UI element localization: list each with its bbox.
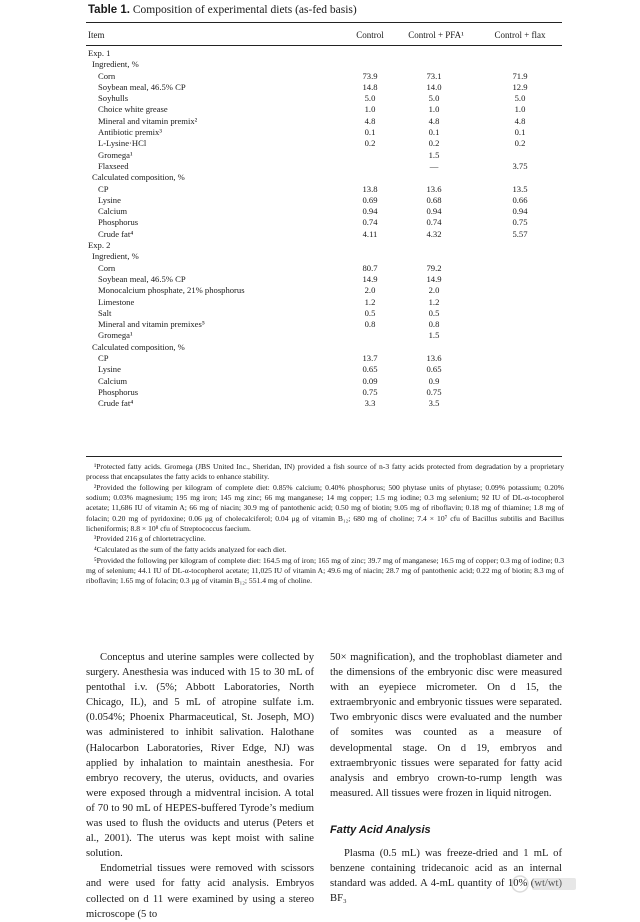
cell-value: 14.9: [426, 273, 442, 284]
table-row: [0, 319, 640, 330]
row-label: Calcium: [98, 375, 128, 386]
row-label: Lysine: [98, 194, 121, 205]
table-row: [0, 116, 640, 127]
cell-value: 14.9: [362, 273, 378, 284]
row-label: Ingredient, %: [92, 59, 139, 70]
table-row: [0, 240, 640, 251]
cell-value: 0.09: [362, 375, 378, 386]
cell-value: 0.8: [428, 319, 440, 330]
section-heading-fatty-acid: Fatty Acid Analysis: [330, 823, 431, 836]
table-row: [0, 308, 640, 319]
table-row: [0, 71, 640, 82]
row-label: L-Lysine·HCl: [98, 138, 147, 149]
table-bottom-rule: [86, 456, 562, 457]
row-label: Monocalcium phosphate, 21% phosphorus: [98, 285, 245, 296]
row-label: Ingredient, %: [92, 251, 139, 262]
watermark-logo: [510, 872, 580, 896]
paragraph-plasma: Plasma (0.5 mL) was freeze-dried and 1 mL of benzene containing tridecanoic acid as an internal standard was added. A 4-mL quantity of 10% (wt/wt) BF₃: [330, 848, 562, 905]
cell-value: 0.75: [362, 386, 378, 397]
table-row: [0, 398, 640, 409]
paragraph-endometrial: Endometrial tissues were removed with scissors and were used for fatty acid analysis. Embryos collected on d 11 were examined by using a stereo microscope (5 to: [86, 863, 314, 920]
row-label: Phosphorus: [98, 386, 139, 397]
row-label: Flaxseed: [98, 160, 129, 171]
cell-value: 4.11: [362, 228, 378, 239]
row-label: Mineral and vitamin premix²: [98, 115, 198, 126]
cell-value: 13.6: [426, 353, 442, 364]
cell-value: 13.5: [512, 183, 528, 194]
row-label: Calculated composition, %: [92, 341, 185, 352]
header-control-flax: Control + flax: [494, 30, 546, 40]
table-row: [0, 217, 640, 228]
cell-value: 2.0: [428, 285, 440, 296]
table-row: [0, 387, 640, 398]
cell-value: 5.57: [512, 228, 528, 239]
cell-value: 5.0: [364, 93, 376, 104]
row-label: CP: [98, 183, 109, 194]
table-row: [0, 364, 640, 375]
cell-value: 13.8: [362, 183, 378, 194]
row-label: CP: [98, 353, 109, 364]
cell-value: 13.7: [362, 353, 378, 364]
cell-value: 79.2: [426, 262, 442, 273]
table-row: [0, 263, 640, 274]
table-row: [0, 59, 640, 70]
cell-value: 12.9: [512, 81, 528, 92]
table-row: [0, 229, 640, 240]
row-label: Soybean meal, 46.5% CP: [98, 81, 186, 92]
header-control-pfa: Control + PFA¹: [408, 30, 464, 40]
cell-value: 2.0: [364, 285, 376, 296]
cell-value: 0.5: [428, 307, 440, 318]
table-row: [0, 330, 640, 341]
table-row: [0, 353, 640, 364]
row-label: Mineral and vitamin premixes⁵: [98, 319, 205, 330]
paragraph-embryo-measurement: 50× magnification), and the trophoblast diameter and the dimensions of the embryonic disc were measured with an eyepiece micrometer. On d 15, the extraembryonic and embryonic tissues were separated. Two embryonic discs were evaluated and the number of somites was counted as a measure of developmental stage. On d 19, embryos and extraembryonic tissues were separated for fatty acid analysis and embryo crown-to-rump length was measured. All tissues were frozen in liquid nitrogen.: [330, 652, 562, 799]
cell-value: 0.1: [514, 127, 526, 138]
cell-value: 0.94: [512, 206, 528, 217]
footnote-2: ²Provided the following per kilogram of complete diet: 0.85% calcium; 0.40% phosphorus; 500 phytase units of phytase; 0.09% potassium; 0.20% sodium; 0.03% magnesium; 195 mg iron; 145 mg zinc; 66 mg manganese; 14 mg copper; 1.5 mg iodine; 0.3 mg selenium; 92 IU of DL-α-tocopherol acetate; 11,686 IU of vitamin A; 66 mg of niacin; 30.9 mg of pantothenic acid; 0.50 mg of biotin; 9.05 mg of riboflavin; 0.18 mg of thiamine; 1.8 mg of folacin; 0.20 mg of pyridoxine; 0.06 μg of cholecalciferol; 0.04 μg of vitamin B₁₂; 680 mg of choline; 7.4 × 10⁷ cfu of Bacillus subtilis and Bacillus licheniformis; 8.8 × 10⁸ cfu of Streptococcus faecium.: [86, 482, 564, 533]
body-column-right: [330, 650, 562, 906]
cell-value: 0.94: [362, 206, 378, 217]
table-row: [0, 184, 640, 195]
row-label: Choice white grease: [98, 104, 168, 115]
cell-value: 0.2: [364, 138, 376, 149]
row-label: Corn: [98, 262, 116, 273]
table-row: [0, 342, 640, 353]
paragraph-conceptus: Conceptus and uterine samples were collected by surgery. Anesthesia was induced with 15 to 30 mL of pentothal i.v. (5%; Abbott Laboratories, North Chicago, IL), and 5 mL of atropine sulfate i.m. (0.054%; Phoenix Pharmaceutical, St. Joseph, MO) was administered to inhibit salivation. Halothane (Halocarbon Laboratories, River Edge, NJ) was applied by inhalation to maintain anesthesia. For embryo recovery, the uterus, oviducts, and ovaries were exposed through a midventral incision. A total of 70 to 90 mL of HEPES-buffered Tyrode’s medium was used to flush the oviducts and uterus (Peters et al., 2001). The uterus was kept moist with saline solution.: [86, 652, 314, 860]
table-header-row: [0, 30, 640, 44]
cell-value: 0.2: [428, 138, 440, 149]
table-row: [0, 150, 640, 161]
row-label: Salt: [98, 307, 112, 318]
cell-value: 0.9: [428, 375, 440, 386]
cell-value: 4.8: [428, 115, 440, 126]
row-label: Calculated composition, %: [92, 172, 185, 183]
row-label: Calcium: [98, 206, 128, 217]
table-body: [0, 48, 640, 410]
table-row: [0, 138, 640, 149]
cell-value: 14.0: [426, 81, 442, 92]
cell-value: 0.8: [364, 319, 376, 330]
table-row: [0, 285, 640, 296]
table-row: [0, 93, 640, 104]
table-header-rule: [86, 45, 562, 46]
row-label: Gromega¹: [98, 149, 133, 160]
cell-value: 0.65: [426, 364, 442, 375]
cell-value: 0.66: [512, 194, 528, 205]
cell-value: 0.94: [426, 206, 442, 217]
cell-value: 3.5: [428, 398, 440, 409]
cell-value: 0.68: [426, 194, 442, 205]
row-label: Antibiotic premix³: [98, 127, 162, 138]
cell-value: 0.5: [364, 307, 376, 318]
row-label: Phosphorus: [98, 217, 139, 228]
cell-value: —: [429, 160, 439, 171]
table-row: [0, 376, 640, 387]
footnote-4: ⁴Calculated as the sum of the fatty acids analyzed for each diet.: [94, 545, 287, 555]
footnote-3: ³Provided 216 g of chlortetracycline.: [94, 534, 206, 544]
table-label: Table 1.: [88, 4, 130, 16]
cell-value: 3.3: [364, 398, 376, 409]
cell-value: 1.2: [428, 296, 440, 307]
cell-value: 1.0: [428, 104, 440, 115]
cell-value: 80.7: [362, 262, 378, 273]
cell-value: 0.1: [428, 127, 440, 138]
cell-value: 1.5: [428, 330, 440, 341]
cell-value: 0.69: [362, 194, 378, 205]
table-row: [0, 274, 640, 285]
footnote-5: ⁵Provided the following per kilogram of complete diet: 164.5 mg of iron; 165 mg of zinc; 39.7 mg of manganese; 16.5 mg of copper; 0.3 mg of iodine; 0.3 mg of selenium; 44.1 IU of DL-α-tocopherol acetate; 11,025 IU of vitamin A; 49.6 mg of niacin; 28.7 mg of pantothenic acid; 0.22 mg of biotin; 8.3 mg of riboflavin; 1.65 mg of folacin; 0.3 μg of vitamin B₁₂; 551.4 mg of choline.: [86, 555, 564, 586]
row-label: Crude fat⁴: [98, 228, 134, 239]
cell-value: 0.75: [426, 386, 442, 397]
body-column-left: [86, 650, 314, 922]
table-top-rule: [86, 22, 562, 23]
cell-value: 4.32: [426, 228, 442, 239]
table-row: [0, 48, 640, 59]
cell-value: 13.6: [426, 183, 442, 194]
table-row: [0, 82, 640, 93]
cell-value: 73.9: [362, 70, 378, 81]
cell-value: 14.8: [362, 81, 378, 92]
cell-value: 0.1: [364, 127, 376, 138]
table-row: [0, 127, 640, 138]
cell-value: 4.8: [514, 115, 526, 126]
table-row: [0, 195, 640, 206]
table-row: [0, 251, 640, 262]
header-item: Item: [88, 30, 105, 40]
table-caption: Composition of experimental diets (as-fed basis): [132, 4, 357, 16]
table-row: [0, 297, 640, 308]
cell-value: 0.75: [512, 217, 528, 228]
cell-value: 0.74: [426, 217, 442, 228]
table-footnotes: [86, 462, 564, 587]
cell-value: 0.74: [362, 217, 378, 228]
table-row: [0, 161, 640, 172]
row-label: Soyhulls: [98, 93, 129, 104]
row-label: Crude fat⁴: [98, 398, 134, 409]
row-label: Exp. 2: [88, 240, 111, 251]
row-label: Gromega¹: [98, 330, 133, 341]
header-control: Control: [356, 30, 384, 40]
table-row: [0, 172, 640, 183]
cell-value: 3.75: [512, 160, 528, 171]
table-row: [0, 206, 640, 217]
row-label: Limestone: [98, 296, 135, 307]
row-label: Corn: [98, 70, 116, 81]
cell-value: 1.0: [364, 104, 376, 115]
cell-value: 5.0: [514, 93, 526, 104]
cell-value: 1.2: [364, 296, 376, 307]
table-title: [88, 4, 357, 16]
row-label: Soybean meal, 46.5% CP: [98, 273, 186, 284]
cell-value: 0.65: [362, 364, 378, 375]
cell-value: 1.5: [428, 149, 440, 160]
cell-value: 0.2: [514, 138, 526, 149]
footnote-1: ¹Protected fatty acids. Gromega (JBS United Inc., Sheridan, IN) provided a fish source of n-3 fatty acids protected from degradation by a proprietary process that encapsulates the fatty acids to enhance stability.: [86, 462, 564, 482]
cell-value: 1.0: [514, 104, 526, 115]
cell-value: 71.9: [512, 70, 528, 81]
cell-value: 4.8: [364, 115, 376, 126]
cell-value: 5.0: [428, 93, 440, 104]
row-label: Lysine: [98, 364, 121, 375]
table-row: [0, 104, 640, 115]
cell-value: 73.1: [426, 70, 442, 81]
row-label: Exp. 1: [88, 48, 111, 58]
